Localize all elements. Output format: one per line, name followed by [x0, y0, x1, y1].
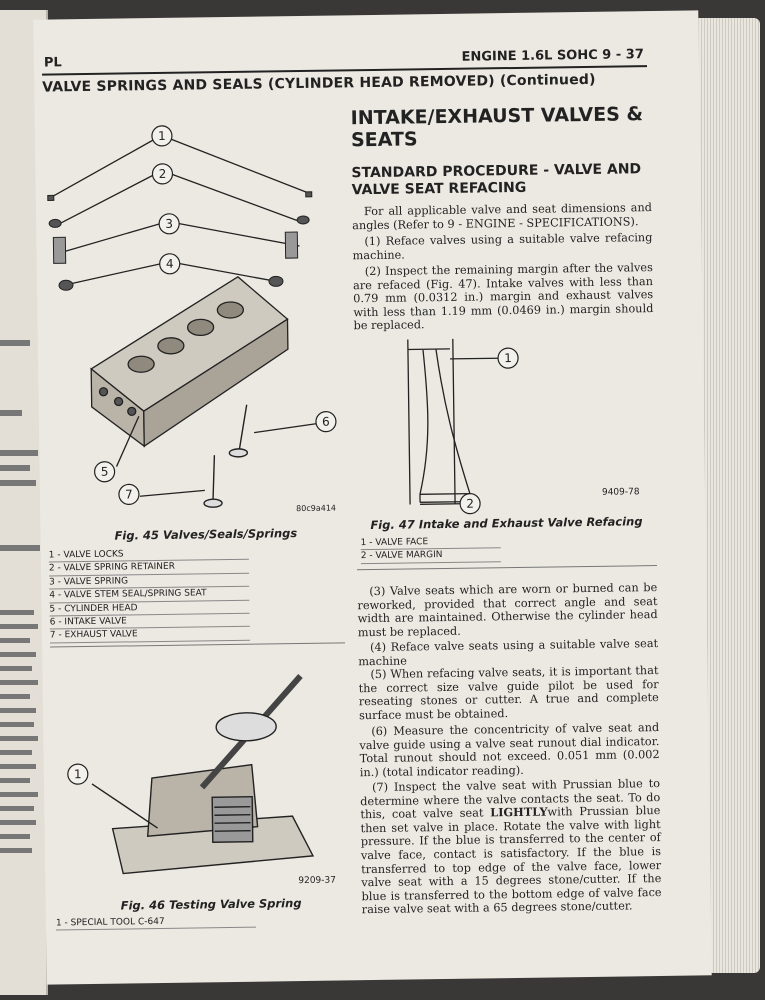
fig45-callout-3 — [159, 214, 179, 234]
fig45-legend — [49, 547, 250, 644]
fig46-code: 9209-37 — [298, 875, 337, 887]
svg-text:1: 1 — [158, 128, 166, 143]
svg-text:4: 4 — [165, 256, 174, 271]
svg-text:7: 7 — [125, 487, 133, 502]
fig46-legend-item: 1 - SPECIAL TOOL C-647 — [56, 915, 256, 931]
fig45-code: 80c9a414 — [296, 503, 337, 514]
svg-text:3: 3 — [165, 216, 174, 231]
fig47-callout-2 — [460, 493, 480, 513]
para-step7 — [360, 777, 662, 917]
svg-text:6: 6 — [322, 414, 330, 429]
fig-divider — [50, 642, 345, 647]
svg-text:5: 5 — [100, 464, 109, 479]
figure-46-illustration — [50, 655, 343, 894]
fig45-legend-item: 4 - VALVE STEM SEAL/SPRING SEAT — [49, 587, 249, 603]
fig47-caption: Fig. 47 Intake and Exhaust Valve Refacing — [370, 514, 643, 533]
fig45-caption: Fig. 45 Valves/Seals/Springs — [114, 526, 298, 543]
fig47-legend — [361, 535, 501, 564]
fig45-callout-5 — [94, 462, 114, 482]
para-step1: (1) Reface valves using a suitable valve refacing machine. — [352, 231, 653, 262]
figure-45-illustration — [40, 103, 346, 517]
fig46-callout-1 — [68, 764, 88, 784]
fig47-code: 9409-78 — [601, 487, 640, 498]
fig45-legend-item: 3 - VALVE SPRING — [49, 574, 249, 590]
para-step2: (2) Inspect the remaining margin after the valves are refaced (Fig. 47). Intake valves with less than 0.79 mm (0.0312 in.) margin and exhaust valves with less than 1.19 mm (0.0469 in.) margin should be replaced. — [352, 261, 654, 333]
fig47-legend-item: 2 - VALVE MARGIN — [361, 549, 501, 564]
fig45-callout-1 — [152, 126, 172, 146]
para-step5: (5) When refacing valve seats, it is important that the correct size valve guide pilot be used for reseating stones or cutter. A true and complete surface must be obtained. — [358, 664, 659, 722]
fig45-callout-4 — [160, 254, 180, 274]
manual-page — [33, 10, 711, 984]
svg-text:1: 1 — [73, 767, 82, 782]
section-subtitle: STANDARD PROCEDURE - VALVE AND VALVE SEAT REFACING — [351, 161, 642, 199]
fig45-callout-7 — [119, 484, 139, 504]
para-step6: (6) Measure the concentricity of valve seat and valve guide using a valve seat runout dial indicator. Total runout should not exceed. 0.051 mm (0.002 in.) (total indicator reading). — [359, 721, 660, 779]
para-step3: (3) Valve seats which are worn or burned can be reworked, provided that correct angle and seat width are maintained. Otherwise the cylinder head must be replaced. — [357, 581, 658, 639]
fig47-callout-1 — [498, 348, 518, 368]
fig46-caption: Fig. 46 Testing Valve Spring — [120, 896, 302, 913]
svg-text:2: 2 — [466, 496, 475, 511]
svg-text:1: 1 — [504, 351, 512, 366]
para-step4: (4) Reface valve seats using a suitable valve seat machine — [358, 637, 659, 668]
para-intro: For all applicable valve and seat dimensions and angles (Refer to 9 - ENGINE - SPECIFICATIONS). — [352, 201, 653, 232]
cylinder-head-drawing — [90, 276, 289, 447]
svg-text:2: 2 — [158, 166, 167, 181]
fig46-legend — [56, 915, 256, 931]
fig-divider — [357, 565, 657, 570]
fig45-legend-item: 2 - VALVE SPRING RETAINER — [49, 560, 249, 576]
section-title: INTAKE/EXHAUST VALVES & SEATS — [350, 103, 644, 152]
fig47-legend-item: 1 - VALVE FACE — [361, 535, 501, 550]
step7-text-b: with Prussian blue then set valve in place. Rotate the valve with light pressure. If the blue is transferred to the center of valve face, contact is satisfactory. If the blue is transferred to top edge of the valve face, lower valve seat with a 15 degrees stone/cutter. If the blue is transferred to the bottom edge of valve face raise valve seat with a 65 degrees stone/cutter. — [360, 804, 662, 917]
fig45-legend-item: 5 - CYLINDER HEAD — [49, 600, 249, 616]
continued-title: VALVE SPRINGS AND SEALS (CYLINDER HEAD REMOVED) (Continued) — [42, 71, 596, 96]
fig45-legend-item: 1 - VALVE LOCKS — [49, 547, 249, 563]
header-right: ENGINE 1.6L SOHC 9 - 37 — [461, 47, 644, 65]
fig45-legend-item: 6 - INTAKE VALVE — [50, 614, 250, 630]
fig45-callout-2 — [152, 164, 172, 184]
header-left: PL — [43, 55, 62, 71]
step7-bold: LIGHTLY — [490, 804, 548, 820]
fig45-legend-item: 7 - EXHAUST VALVE — [50, 627, 250, 643]
fig45-callout-6 — [316, 412, 336, 432]
step7-text-a: (7) Inspect the valve seat with Prussian blue to determine where the valve contacts the seat. To do this, coat valve seat — [360, 777, 661, 822]
